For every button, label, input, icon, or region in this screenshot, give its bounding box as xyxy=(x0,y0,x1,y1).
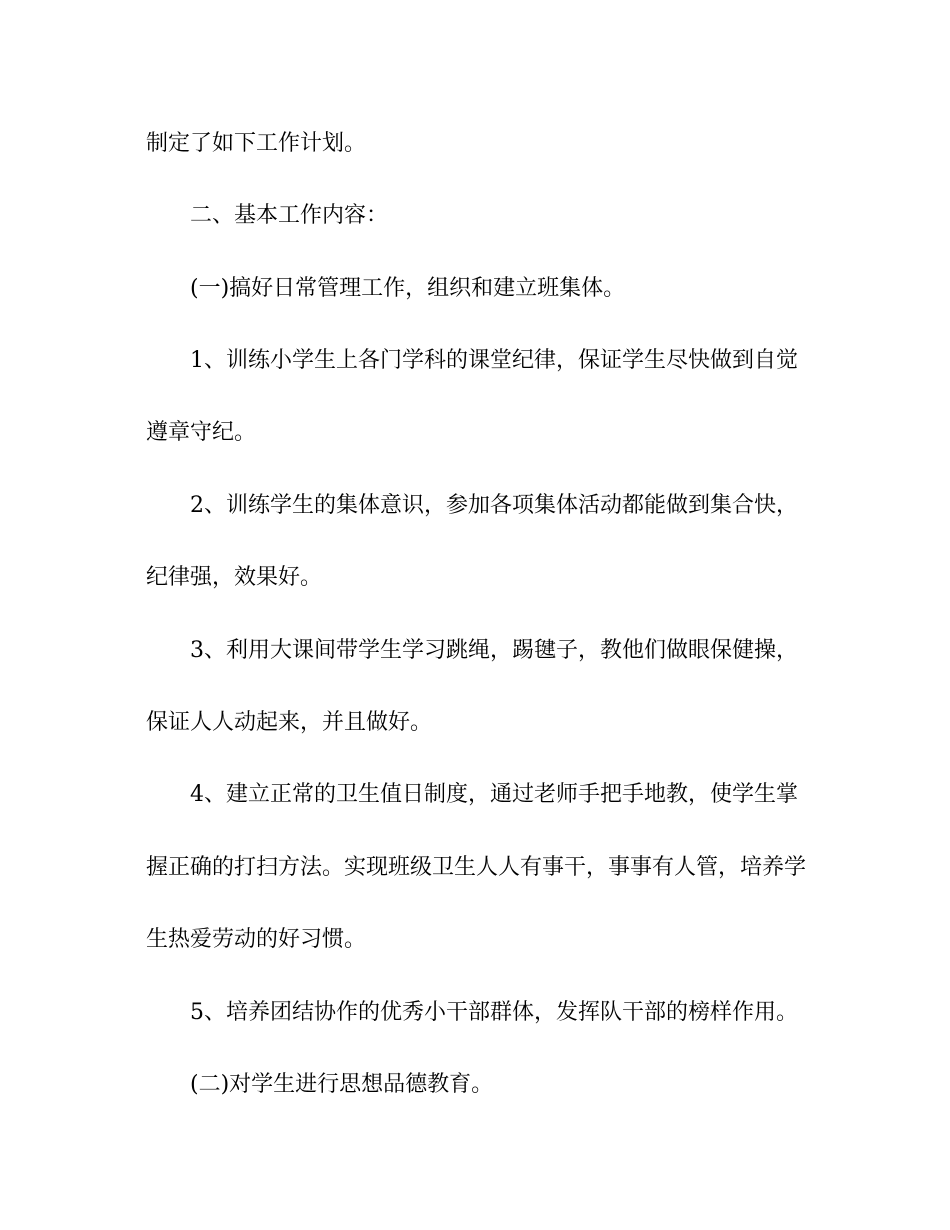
paragraph-line: 握正确的打扫方法。实现班级卫生人人有事干，事事有人管，培养学 xyxy=(146,855,807,880)
subsection-heading: (二)对学生进行思想品德教育。 xyxy=(190,1072,494,1097)
paragraph-line: 2、训练学生的集体意识，参加各项集体活动都能做到集合快， xyxy=(190,493,798,518)
paragraph-line: 5、培养团结协作的优秀小干部群体，发挥队干部的榜样作用。 xyxy=(190,1000,798,1025)
paragraph-line: 3、利用大课间带学生学习跳绳，踢毽子，教他们做眼保健操， xyxy=(190,638,798,663)
paragraph-line: 遵章守纪。 xyxy=(146,420,257,445)
paragraph-line: 纪律强，效果好。 xyxy=(146,565,323,590)
subsection-heading: (一)搞好日常管理工作，组织和建立班集体。 xyxy=(190,276,626,301)
paragraph-line: 4、建立正常的卫生值日制度，通过老师手把手地教，使学生掌 xyxy=(190,782,798,807)
section-heading: 二、基本工作内容： xyxy=(190,203,389,228)
paragraph-line: 保证人人动起来，并且做好。 xyxy=(146,710,433,735)
paragraph-line: 生热爱劳动的好习惯。 xyxy=(146,927,367,952)
paragraph-line: 1、训练小学生上各门学科的课堂纪律，保证学生尽快做到自觉 xyxy=(190,348,798,373)
paragraph-line: 制定了如下工作计划。 xyxy=(146,131,367,156)
